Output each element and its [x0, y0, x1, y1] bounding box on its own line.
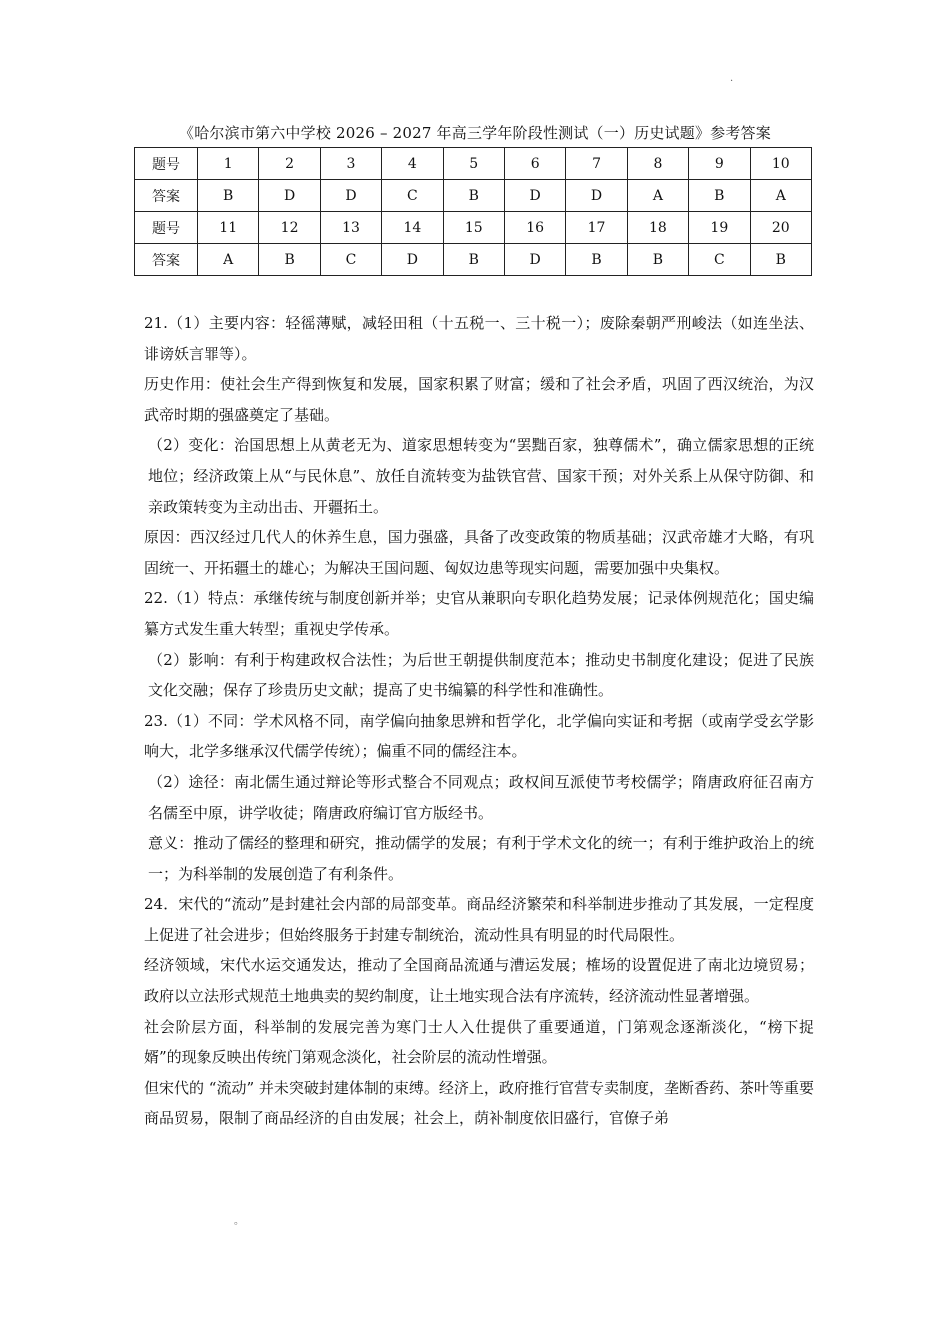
table-cell: A [750, 180, 811, 212]
answer-content [144, 308, 814, 1134]
paragraph-24-intro: 24．宋代的“流动”是封建社会内部的局部变革。商品经济繁荣和科举制进步推动了其发展，一定程度上促进了社会进步；但始终服务于封建专制统治，流动性具有明显的时代局限性。 [144, 895, 814, 944]
table-cell: D [382, 244, 443, 276]
table-cell: B [198, 180, 259, 212]
table-cell: D [504, 244, 565, 276]
table-cell: B [627, 244, 688, 276]
table-cell: 14 [382, 212, 443, 244]
table-cell: 9 [689, 148, 750, 180]
table-row [135, 180, 812, 212]
table-cell: B [566, 244, 627, 276]
page-title: 《哈尔滨市第六中学校 2026 – 2027 年高三学年阶段性测试（一）历史试题》参考答案 [179, 124, 771, 142]
paragraph-21-effect: 历史作用：使社会生产得到恢复和发展，国家积累了财富；缓和了社会矛盾，巩固了西汉统治，为汉武帝时期的强盛奠定了基础。 [144, 375, 814, 424]
row-label: 题号 [135, 148, 198, 180]
top-mark: · [730, 76, 734, 87]
table-cell: 10 [750, 148, 811, 180]
paragraph-22-2: （2）影响：有利于构建政权合法性；为后世王朝提供制度范本；推动史书制度化建设；促进了民族文化交融；保存了珍贵历史文献；提高了史书编纂的科学性和准确性。 [148, 650, 814, 700]
table-row [135, 148, 812, 180]
paragraph-22-1: 22.（1）特点：承继传统与制度创新并举；史官从兼职向专职化趋势发展；记录体例规范化；国史编纂方式发生重大转型；重视史学传承。 [144, 589, 814, 638]
table-cell: D [566, 180, 627, 212]
table-cell: C [320, 244, 381, 276]
table-cell: C [382, 180, 443, 212]
table-cell: 19 [689, 212, 750, 244]
table-row [135, 212, 812, 244]
paragraph-24-economy: 经济领域，宋代水运交通发达，推动了全国商品流通与漕运发展；榷场的设置促进了南北边境贸易；政府以立法形式规范土地典卖的契约制度，让土地实现合法有序流转，经济流动性显著增强。 [144, 956, 814, 1006]
table-cell: D [259, 180, 320, 212]
table-cell: A [198, 244, 259, 276]
table-cell: 15 [443, 212, 504, 244]
table-cell: B [443, 244, 504, 276]
table-cell: D [504, 180, 565, 212]
table-cell: 7 [566, 148, 627, 180]
row-label: 答案 [135, 244, 198, 276]
table-cell: 6 [504, 148, 565, 180]
table-cell: 2 [259, 148, 320, 180]
paragraph-24-society: 社会阶层方面，科举制的发展完善为寒门士人入仕提供了重要通道，门第观念逐渐淡化，“榜下捉婿”的现象反映出传统门第观念淡化，社会阶层的流动性增强。 [144, 1017, 814, 1067]
table-cell: 16 [504, 212, 565, 244]
answer-table [134, 147, 812, 276]
paragraph-21-1: 21.（1）主要内容：轻徭薄赋，减轻田租（十五税一、三十税一）；废除秦朝严刑峻法（如连坐法、诽谤妖言罪等）。 [144, 314, 814, 363]
table-cell: 4 [382, 148, 443, 180]
table-cell: 11 [198, 212, 259, 244]
table-cell: B [259, 244, 320, 276]
table-cell: A [627, 180, 688, 212]
bottom-mark: 。 [234, 1216, 244, 1227]
row-label: 答案 [135, 180, 198, 212]
table-cell: 17 [566, 212, 627, 244]
paragraph-21-2: （2）变化：治国思想上从黄老无为、道家思想转变为“罢黜百家，独尊儒术”，确立儒家思想的正统地位；经济政策上从“与民休息”、放任自流转变为盐铁官营、国家干预；对外关系上从保守防御、和亲政策转变为主动出击、开疆拓土。 [148, 436, 814, 516]
table-cell: B [689, 180, 750, 212]
table-cell: 3 [320, 148, 381, 180]
paragraph-24-limits: 但宋代的 “流动” 并未突破封建体制的束缚。经济上，政府推行官营专卖制度，垄断香药、茶叶等重要商品贸易，限制了商品经济的自由发展；社会上，荫补制度依旧盛行，官僚子弟 [144, 1078, 814, 1128]
paragraph-23-1: 23.（1）不同：学术风格不同，南学偏向抽象思辨和哲学化，北学偏向实证和考据（或南学受玄学影响大，北学多继承汉代儒学传统）；偏重不同的儒经注本。 [144, 711, 814, 761]
table-cell: C [689, 244, 750, 276]
table-row [135, 244, 812, 276]
table-cell: 1 [198, 148, 259, 180]
row-label: 题号 [135, 212, 198, 244]
table-cell: 5 [443, 148, 504, 180]
table-cell: 12 [259, 212, 320, 244]
table-cell: 8 [627, 148, 688, 180]
paragraph-21-reason: 原因：西汉经过几代人的休养生息，国力强盛，具备了改变政策的物质基础；汉武帝雄才大略，有巩固统一、开拓疆土的雄心；为解决王国问题、匈奴边患等现实问题，需要加强中央集权。 [144, 528, 814, 577]
table-cell: 13 [320, 212, 381, 244]
table-cell: 18 [627, 212, 688, 244]
paragraph-23-2: （2）途径：南北儒生通过辩论等形式整合不同观点；政权间互派使节考校儒学；隋唐政府征召南方名儒至中原，讲学收徒；隋唐政府编订官方版经书。 [148, 772, 814, 822]
table-cell: B [443, 180, 504, 212]
table-cell: D [320, 180, 381, 212]
table-cell: 20 [750, 212, 811, 244]
paragraph-23-significance: 意义：推动了儒经的整理和研究，推动儒学的发展；有利于学术文化的统一；有利于维护政治上的统一；为科举制的发展创造了有利条件。 [148, 834, 814, 883]
table-cell: B [750, 244, 811, 276]
